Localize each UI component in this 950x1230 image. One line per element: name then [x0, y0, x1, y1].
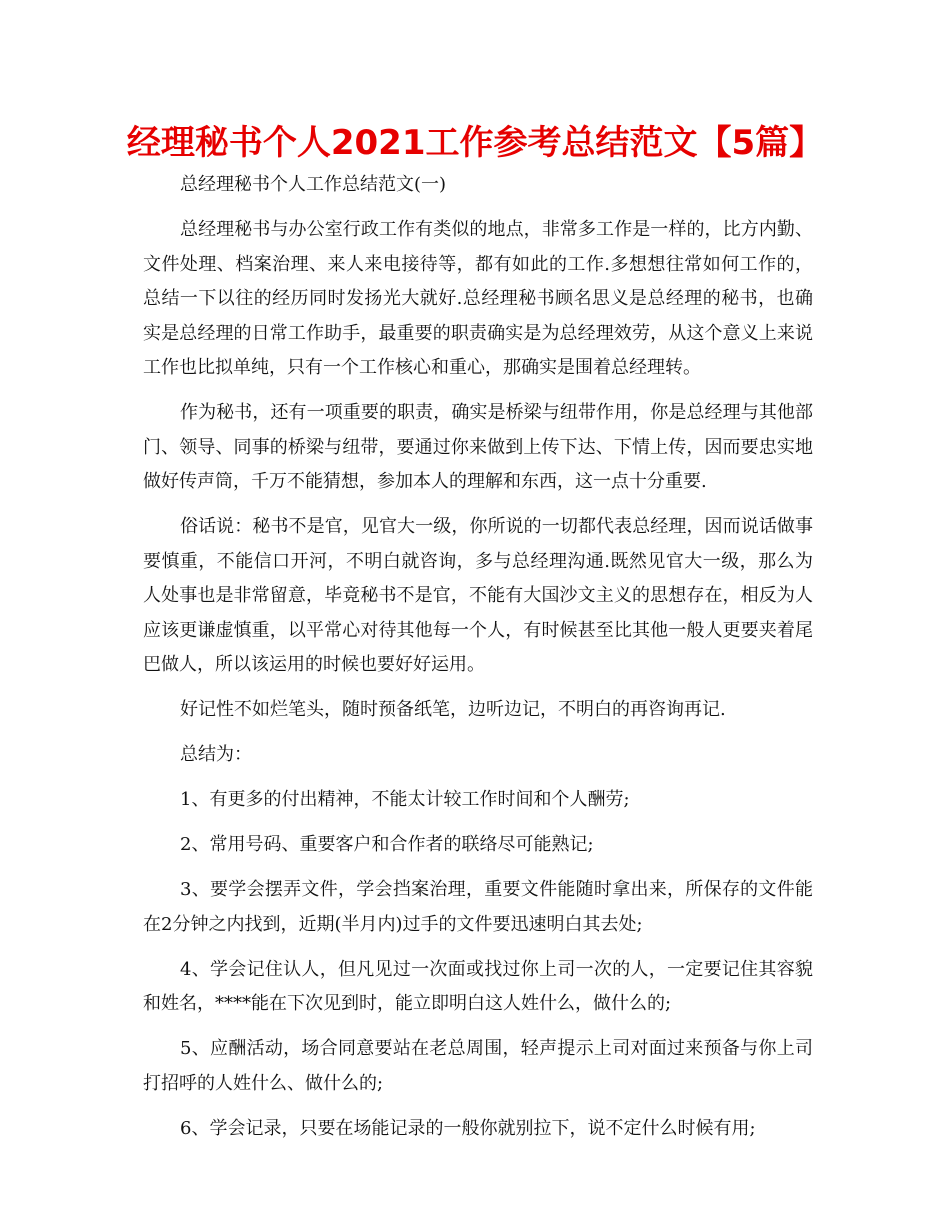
section-heading: 总经理秘书个人工作总结范文(一): [180, 174, 447, 195]
list-item: 4、学会记住认人，但凡见过一次面或找过你上司一次的人，一定要记住其容貌和姓名，****能在下次见到时，能立即明白这人姓什么，做什么的;: [143, 958, 813, 1014]
list-item: 6、学会记录，只要在场能记录的一般你就别拉下，说不定什么时候有用;: [180, 1117, 756, 1139]
paragraph-3: 俗话说：秘书不是官，见官大一级，你所说的一切都代表总经理，因而说话做事要慎重，不能信口开河，不明白就咨询，多与总经理沟通.既然见官大一级，那么为人处事也是非常留意，毕竟秘书不是官，不能有大国沙文主义的思想存在，相反为人应该更谦虚慎重，以平常心对待其他每一个人，有时候甚至比其他一般人更要夹着尾巴做人，所以该运用的时候也要好好运用。: [143, 516, 813, 675]
paragraph-1: 总经理秘书与办公室行政工作有类似的地点，非常多工作是一样的，比方内勤、文件处理、档案治理、来人来电接待等，都有如此的工作.多想想往常如何工作的，总结一下以往的经历同时发扬光大就好.总经理秘书顾名思义是总经理的秘书，也确实是总经理的日常工作助手，最重要的职责确实是为总经理效劳，从这个意义上来说工作也比拟单纯，只有一个工作核心和重心，那确实是围着总经理转。: [143, 219, 813, 378]
document-title: 经理秘书个人2021工作参考总结范文【5篇】: [126, 123, 824, 163]
list-item: 5、应酬活动，场合同意要站在老总周围，轻声提示上司对面过来预备与你上司打招呼的人姓什么、做什么的;: [143, 1038, 813, 1094]
summary-label: 总结为：: [180, 744, 252, 765]
document-body: [143, 168, 813, 1146]
list-item: 1、有更多的付出精神，不能太计较工作时间和个人酬劳;: [180, 789, 630, 810]
paragraph-2: 作为秘书，还有一项重要的职责，确实是桥梁与纽带作用，你是总经理与其他部门、领导、同事的桥梁与纽带，要通过你来做到上传下达、下情上传，因而要忠实地做好传声筒，千万不能猜想，参加本人的理解和东西，这一点十分重要.: [143, 402, 813, 492]
paragraph-4: 好记性不如烂笔头，随时预备纸笔，边听边记，不明白的再咨询再记.: [180, 699, 726, 720]
list-item: 2、常用号码、重要客户和合作者的联络尽可能熟记;: [180, 834, 594, 855]
list-item: 3、要学会摆弄文件，学会挡案治理，重要文件能随时拿出来，所保存的文件能在2分钟之内找到，近期(半月内)过手的文件要迅速明白其去处;: [143, 879, 813, 935]
